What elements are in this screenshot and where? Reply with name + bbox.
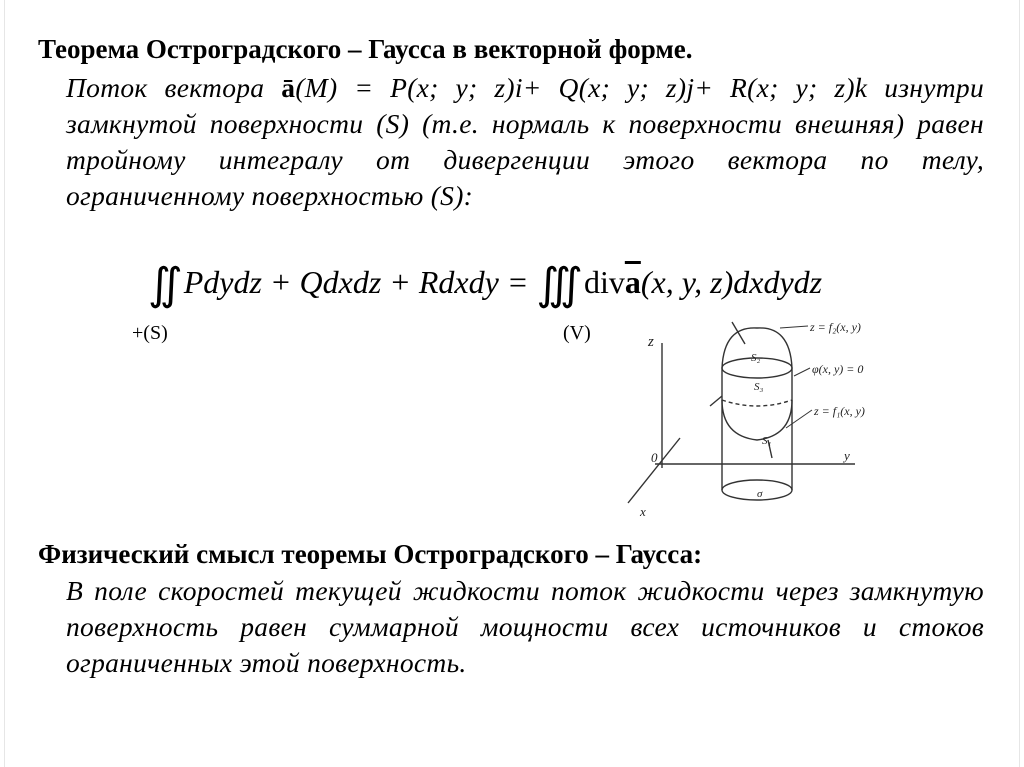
physical-meaning-text: В поле скоростей текущей жидкости поток жидкости через замкнутую поверхность равен суммарной мощности всех источников и стоков ограниченных этой поверхность. <box>66 575 984 678</box>
double-integral-sign: ∬ <box>148 260 170 309</box>
formula-rhs: (x, y, z)dxdydz <box>640 264 823 300</box>
leader-bottom <box>786 410 812 428</box>
slide-border-right <box>1019 0 1020 767</box>
physical-meaning-heading: Физический смысл теоремы Остроградского – Гаусса: <box>38 539 703 569</box>
statement-body: (M) = P(x; y; z)i+ Q(x; y; z)j+ R(x; y; z)k изнутри замкнутой поверхности (S) (т.е. нормаль к поверхности внешняя) равен тройному интегралу от дивергенции этого вектора по телу, ограниченному поверхностью (S): <box>66 72 984 211</box>
gauss-formula <box>148 258 822 309</box>
z-axis-label: z <box>648 334 654 350</box>
origin-label: 0 <box>651 450 658 465</box>
bottom-surface-label: z = f₁(x, y) <box>814 404 865 418</box>
y-axis-label: y <box>844 448 850 463</box>
region-label: σ <box>757 488 763 500</box>
side-surface-label: φ(x, y) = 0 <box>812 362 864 376</box>
theorem-heading: Теорема Остроградского – Гаусса в векторной форме. <box>38 34 693 64</box>
x-axis-line <box>628 438 680 503</box>
leader-side <box>794 368 810 376</box>
theorem-statement <box>66 70 984 214</box>
formula-lhs: Pdydz + Qdxdz + Rdxdy = <box>183 264 537 300</box>
statement-prefix: Поток вектора <box>66 72 282 103</box>
s1-label: S₁ <box>762 435 772 447</box>
normal-arrow-top <box>732 322 745 344</box>
slide-border-left <box>4 0 5 767</box>
top-surface-label: z = f₂(x, y) <box>810 320 861 334</box>
surface-limit-label: +(S) <box>132 322 168 344</box>
triple-integral-sign: ∭ <box>536 260 570 309</box>
formula-vector: $\overline{a}$ <box>624 264 641 300</box>
mid-curve <box>722 400 792 406</box>
div-operator: div <box>583 264 625 300</box>
vector-symbol: ā <box>281 72 296 103</box>
leader-top <box>780 326 808 328</box>
volume-limit-label: (V) <box>563 322 591 344</box>
s2-label: S₂ <box>751 352 761 364</box>
surface-diagram <box>600 318 900 523</box>
s3-label: S₃ <box>754 381 764 393</box>
x-axis-label: x <box>640 504 646 519</box>
normal-arrow-side <box>710 396 722 406</box>
surface-figure <box>600 318 900 523</box>
